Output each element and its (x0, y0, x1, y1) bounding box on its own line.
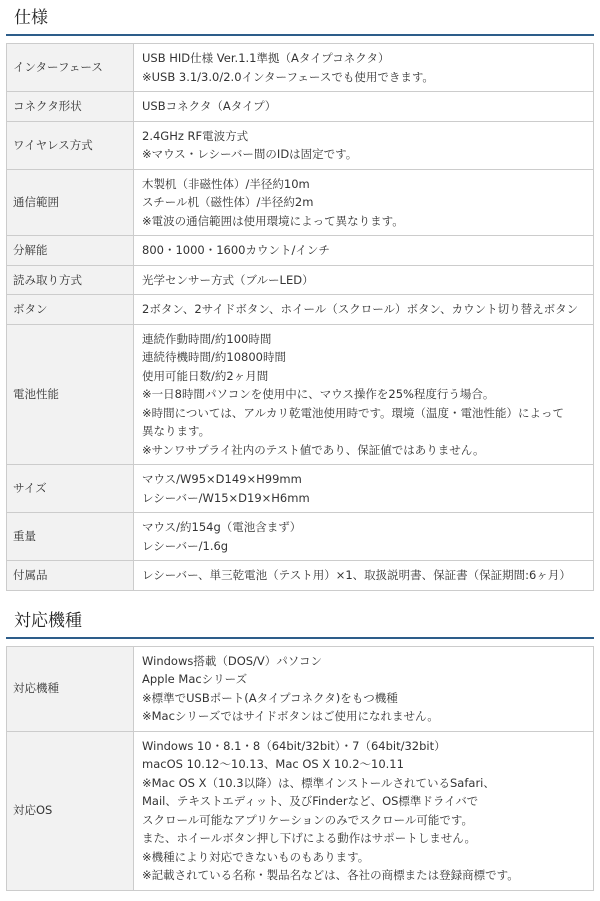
value-line: 連続待機時間/約10800時間 (142, 350, 286, 364)
value-line: マウス/約154g（電池含まず） (142, 520, 302, 534)
row-label: サイズ (7, 465, 134, 513)
value-line: 異なります。 (142, 424, 211, 438)
row-value (134, 44, 594, 92)
row-value (134, 92, 594, 122)
value-line: USBコネクタ（Aタイプ） (142, 99, 277, 113)
value-line: USB HID仕様 Ver.1.1準拠（Aタイプコネクタ） (142, 51, 390, 65)
table-row (7, 295, 594, 325)
value-line: macOS 10.12〜10.13、Mac OS X 10.2〜10.11 (142, 757, 404, 771)
row-label: ワイヤレス方式 (7, 121, 134, 169)
value-line: マウス/W95×D149×H99mm (142, 472, 302, 486)
row-value (134, 646, 594, 731)
value-line: ※サンワサプライ社内のテスト値であり、保証値ではありません。 (142, 442, 485, 457)
row-value (134, 265, 594, 295)
table-row (7, 465, 594, 513)
row-label: 対応OS (7, 731, 134, 890)
row-value (134, 121, 594, 169)
table-row (7, 513, 594, 561)
row-value (134, 561, 594, 591)
spec-table (6, 43, 594, 591)
value-line: 2ボタン、2サイドボタン、ホイール（スクロール）ボタン、カウント切り替えボタン (142, 302, 579, 316)
compat-table (6, 646, 594, 891)
row-value (134, 465, 594, 513)
row-label: インターフェース (7, 44, 134, 92)
table-row (7, 236, 594, 266)
value-line: レシーバー/W15×D19×H6mm (142, 490, 310, 505)
value-line: ※記載されている名称・製品名などは、各社の商標または登録商標です。 (142, 868, 519, 882)
row-value (134, 731, 594, 890)
row-label: ボタン (7, 295, 134, 325)
value-line: ※マウス・レシーバー間のIDは固定です。 (142, 147, 358, 161)
value-line: Windows搭載（DOS/V）パソコン (142, 653, 323, 668)
value-line: スチール机（磁性体）/半径約2m (142, 195, 314, 209)
row-label: 対応機種 (7, 646, 134, 731)
row-label: コネクタ形状 (7, 92, 134, 122)
value-line: ※電波の通信範囲は使用環境によって異なります。 (142, 213, 404, 228)
value-line: ※Mac OS X（10.3以降）は、標準インストールされているSafari、 (142, 775, 495, 790)
compat-section-title: 対応機種 (6, 603, 594, 639)
value-line: 連続作動時間/約100時間 (142, 331, 272, 346)
table-row (7, 324, 594, 465)
compat-section (0, 603, 600, 891)
row-label: 重量 (7, 513, 134, 561)
table-row (7, 92, 594, 122)
row-value (134, 324, 594, 465)
table-row (7, 121, 594, 169)
table-row (7, 169, 594, 236)
value-line: ※機種により対応できないものもあります。 (142, 849, 370, 864)
compat-table-body (7, 646, 594, 890)
table-row (7, 44, 594, 92)
row-label: 電池性能 (7, 324, 134, 465)
table-row (7, 646, 594, 731)
value-line: 800・1000・1600カウント/インチ (142, 243, 330, 257)
spec-table-body (7, 44, 594, 591)
row-value (134, 236, 594, 266)
table-row (7, 731, 594, 890)
value-line: スクロール可能なアプリケーションのみでスクロール可能です。 (142, 812, 473, 827)
value-line: 木製机（非磁性体）/半径約10m (142, 176, 310, 191)
table-row (7, 265, 594, 295)
row-value (134, 513, 594, 561)
value-line: Mail、テキストエディット、及びFinderなど、OS標準ドライバで (142, 794, 479, 808)
value-line: 2.4GHz RF電波方式 (142, 128, 249, 143)
value-line: 光学センサー方式（ブルーLED） (142, 272, 314, 287)
row-label: 分解能 (7, 236, 134, 266)
value-line: ※Macシリーズではサイドボタンはご使用になれません。 (142, 709, 439, 723)
row-label: 通信範囲 (7, 169, 134, 236)
value-line: ※一日8時間パソコンを使用中に、マウス操作を25%程度行う場合。 (142, 387, 495, 401)
row-value (134, 169, 594, 236)
spec-section-title: 仕様 (6, 0, 594, 36)
value-line: また、ホイールボタン押し下げによる動作はサポートしません。 (142, 831, 476, 845)
value-line: ※時間については、アルカリ乾電池使用時です。環境（温度・電池性能）によって (142, 405, 565, 420)
value-line: レシーバー/1.6g (142, 538, 229, 553)
table-row (7, 561, 594, 591)
value-line: Windows 10・8.1・8（64bit/32bit）・7（64bit/32bit） (142, 738, 446, 753)
value-line: ※USB 3.1/3.0/2.0インターフェースでも使用できます。 (142, 69, 434, 84)
value-line: レシーバー、単三乾電池（テスト用）×1、取扱説明書、保証書（保証期間:6ヶ月） (142, 568, 571, 582)
row-label: 付属品 (7, 561, 134, 591)
row-value (134, 295, 594, 325)
row-label: 読み取り方式 (7, 265, 134, 295)
value-line: Apple Macシリーズ (142, 672, 248, 686)
value-line: 使用可能日数/約2ヶ月間 (142, 368, 269, 383)
value-line: ※標準でUSBポート(Aタイプコネクタ)をもつ機種 (142, 690, 398, 705)
